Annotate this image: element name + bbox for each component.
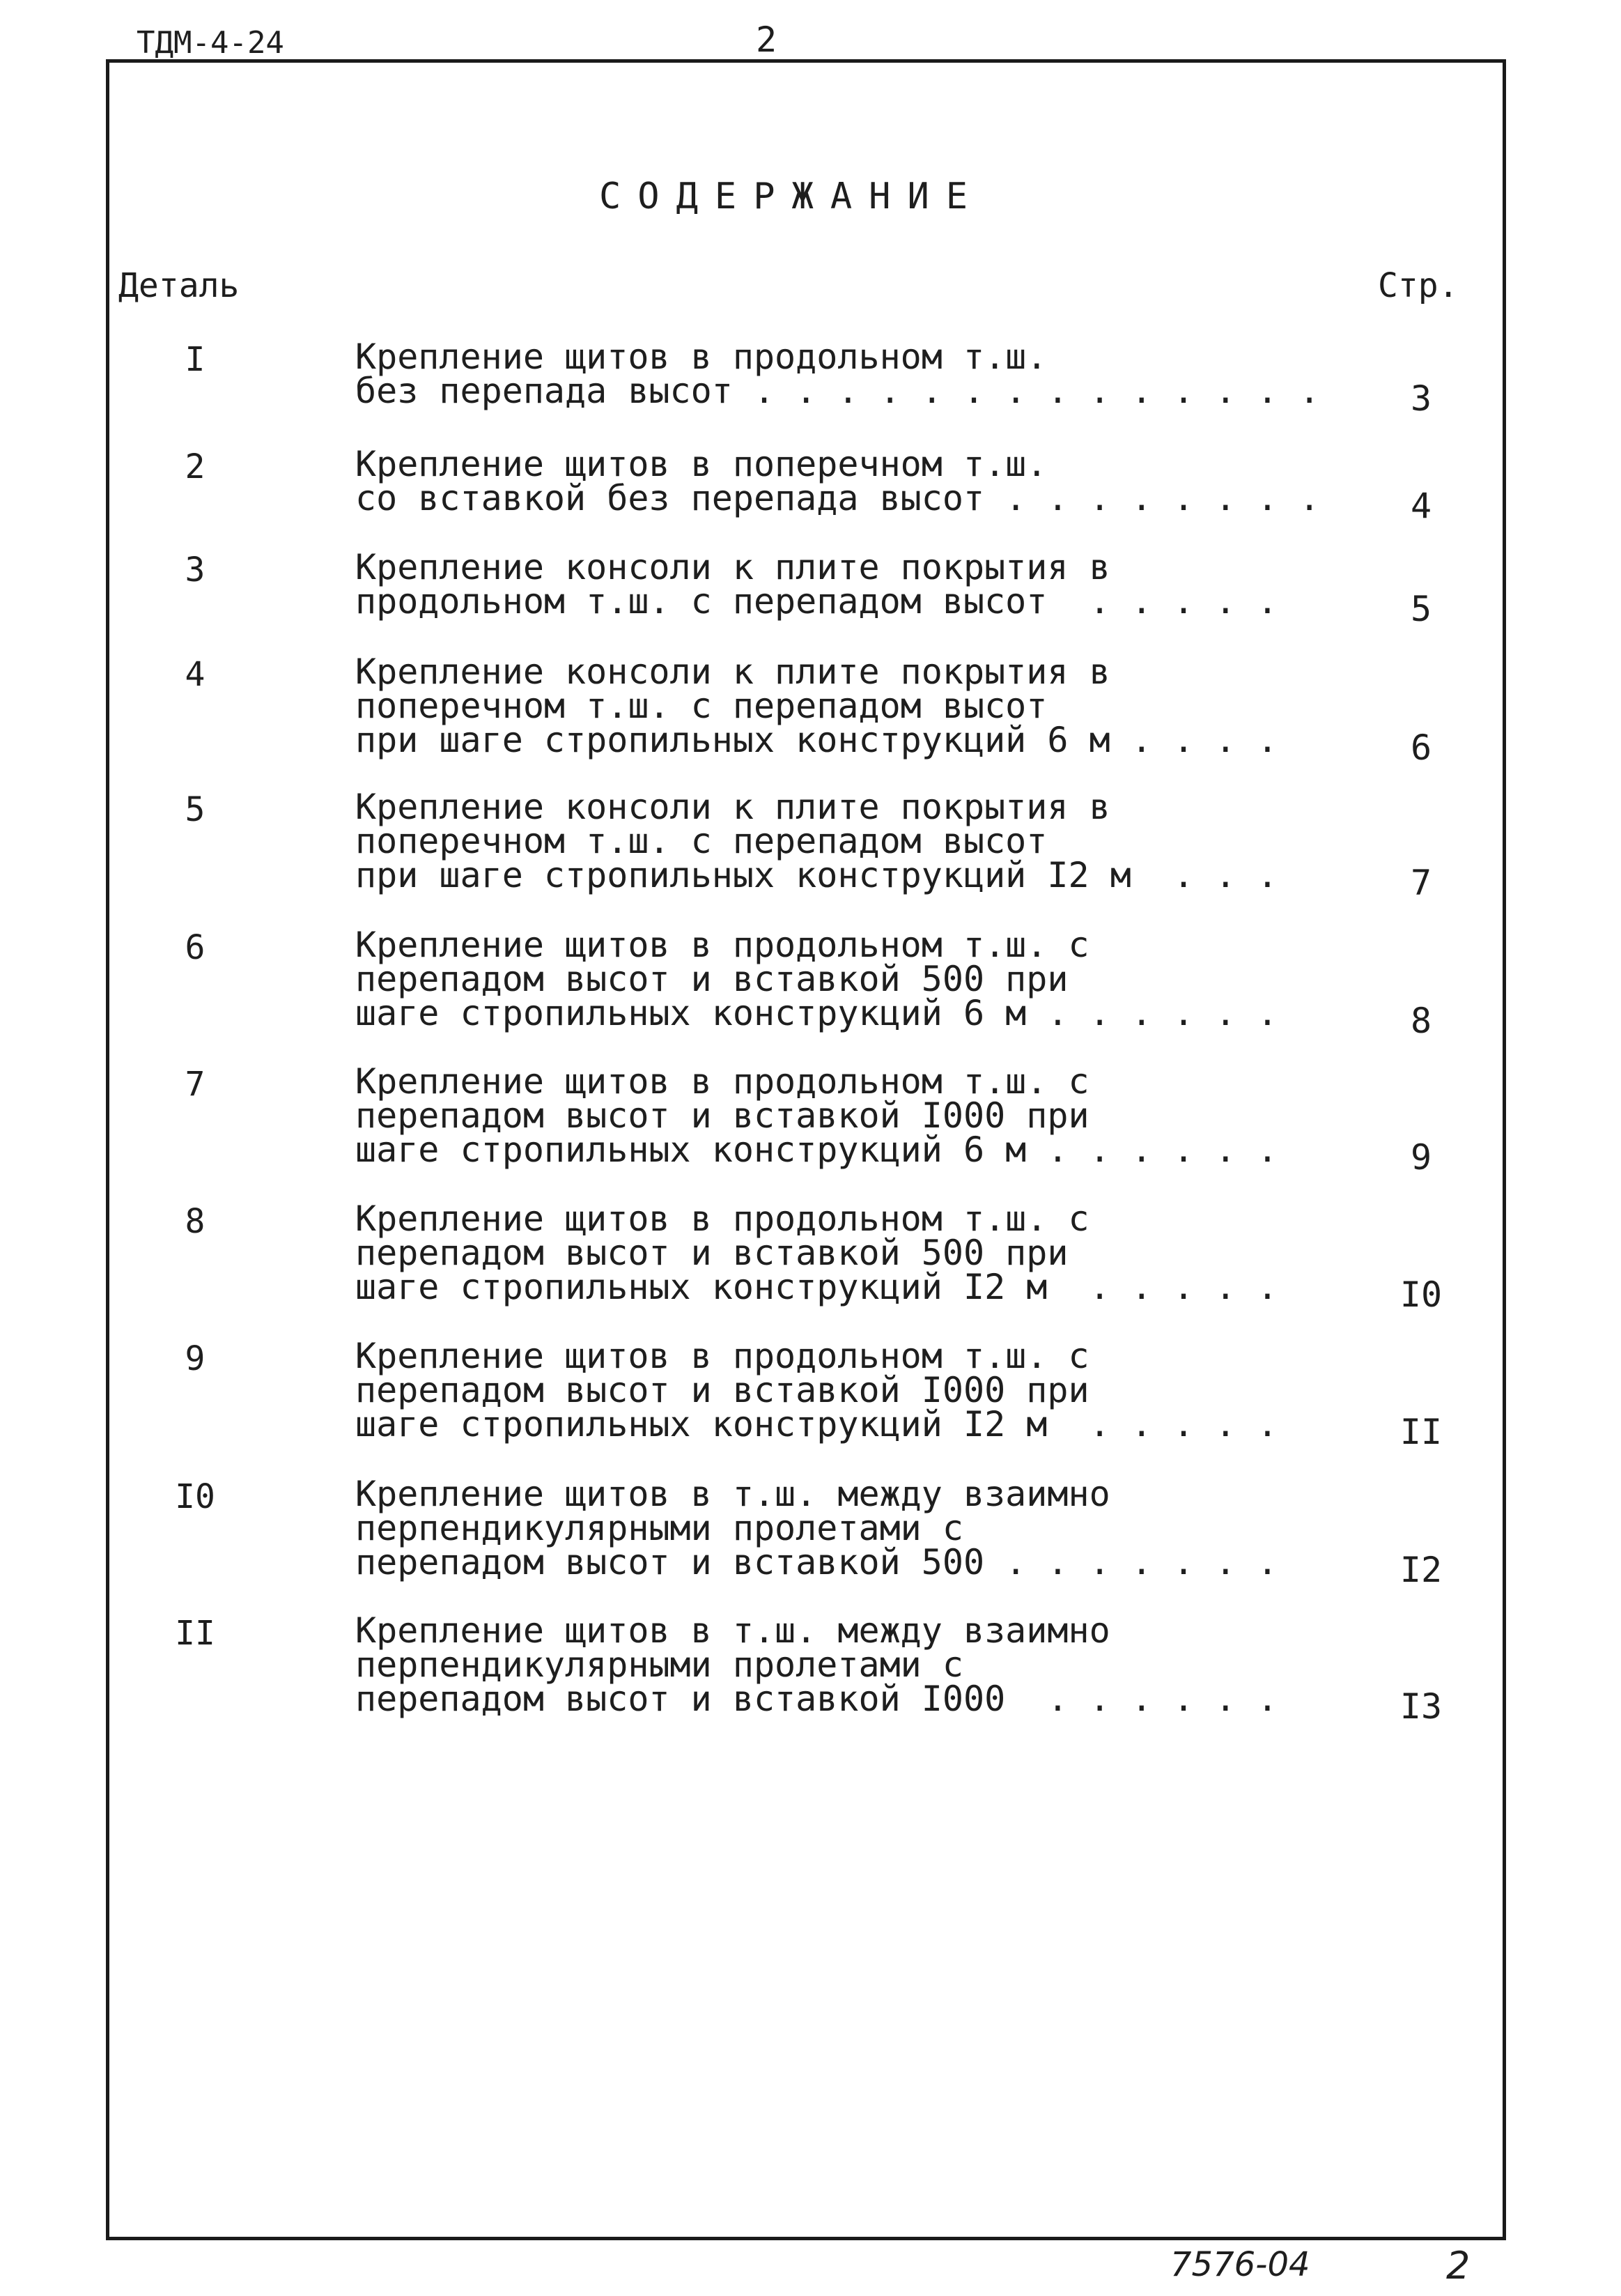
page-number-top: 2 bbox=[756, 20, 777, 60]
entry-page-number: I2 bbox=[1399, 1550, 1443, 1590]
entry-description-line: Крепление щитов в продольном т.ш. bbox=[355, 337, 1048, 377]
entry-description-line: Крепление щитов в продольном т.ш. с bbox=[355, 1061, 1089, 1102]
entry-description-line: Крепление щитов в поперечном т.ш. bbox=[355, 444, 1048, 484]
entry-description-line: перепадом высот и вставкой I000 при bbox=[355, 1370, 1089, 1410]
entry-description bbox=[355, 1061, 1278, 1170]
entry-detail-number: 7 bbox=[185, 1065, 205, 1104]
entry-detail-number: II bbox=[175, 1614, 215, 1653]
entry-description-line: шаге стропильных конструкций 6 м . . . . . . bbox=[355, 1130, 1278, 1170]
entry-page-number: I3 bbox=[1399, 1686, 1443, 1727]
entry-detail-number: I bbox=[185, 340, 205, 379]
entry-description-line: при шаге стропильных конструкций 6 м . . . . bbox=[355, 720, 1278, 760]
entry-detail-number: 3 bbox=[185, 550, 205, 590]
entry-description-line: без перепада высот . . . . . . . . . . . . . . bbox=[355, 371, 1320, 411]
entry-description bbox=[355, 547, 1278, 622]
entry-detail-number: 2 bbox=[185, 447, 205, 486]
entry-description-line: перепадом высот и вставкой I000 . . . . . . bbox=[355, 1679, 1278, 1719]
entry-description-line: шаге стропильных конструкций 6 м . . . . . . bbox=[355, 993, 1278, 1033]
entry-description-line: при шаге стропильных конструкций I2 м . . . bbox=[355, 855, 1278, 895]
entry-description-line: Крепление щитов в т.ш. между взаимно bbox=[355, 1474, 1110, 1514]
entry-description-line: Крепление щитов в продольном т.ш. с bbox=[355, 1336, 1089, 1376]
entry-description bbox=[355, 444, 1320, 518]
entry-description-line: Крепление консоли к плите покрытия в bbox=[355, 652, 1110, 692]
entry-description bbox=[355, 1474, 1278, 1582]
contents-title: СОДЕРЖАНИЕ bbox=[599, 176, 985, 217]
entry-description-line: перпендикулярными пролетами с bbox=[355, 1508, 963, 1548]
entry-description bbox=[355, 1199, 1278, 1307]
entry-description-line: Крепление щитов в продольном т.ш. с bbox=[355, 925, 1089, 965]
entry-page-number: 4 bbox=[1410, 486, 1432, 526]
entry-description-line: Крепление консоли к плите покрытия в bbox=[355, 787, 1110, 827]
entry-description-line: Крепление щитов в продольном т.ш. с bbox=[355, 1199, 1089, 1239]
entry-detail-number: I0 bbox=[175, 1477, 215, 1516]
document-code: ТДМ-4-24 bbox=[137, 25, 284, 61]
entry-description-line: шаге стропильных конструкций I2 м . . . . . bbox=[355, 1404, 1278, 1444]
entry-detail-number: 6 bbox=[185, 928, 205, 967]
entry-description bbox=[355, 1610, 1278, 1719]
entry-page-number: 5 bbox=[1410, 589, 1432, 629]
column-header-page: Стр. bbox=[1378, 266, 1459, 305]
entry-description-line: поперечном т.ш. с перепадом высот bbox=[355, 686, 1048, 726]
entry-page-number: 7 bbox=[1410, 863, 1432, 903]
entry-description-line: перепадом высот и вставкой 500 при bbox=[355, 1233, 1069, 1273]
sheet-number: 2 bbox=[1446, 2244, 1471, 2288]
entry-description bbox=[355, 787, 1278, 895]
entry-description-line: поперечном т.ш. с перепадом высот bbox=[355, 821, 1048, 861]
entry-page-number: 6 bbox=[1410, 727, 1432, 768]
entry-description bbox=[355, 925, 1278, 1033]
entry-description-line: перепадом высот и вставкой I000 при bbox=[355, 1095, 1089, 1136]
entry-description-line: перепадом высот и вставкой 500 при bbox=[355, 959, 1069, 999]
entry-detail-number: 9 bbox=[185, 1339, 205, 1378]
entry-description-line: перпендикулярными пролетами с bbox=[355, 1644, 963, 1685]
entry-page-number: 3 bbox=[1410, 378, 1432, 419]
entry-detail-number: 8 bbox=[185, 1202, 205, 1241]
entry-description-line: со вставкой без перепада высот . . . . . . . . bbox=[355, 478, 1320, 518]
sheet-code: 7576-04 bbox=[1170, 2245, 1310, 2284]
entry-description bbox=[355, 337, 1320, 411]
entry-description-line: Крепление консоли к плите покрытия в bbox=[355, 547, 1110, 587]
entry-detail-number: 4 bbox=[185, 655, 205, 694]
entry-description-line: шаге стропильных конструкций I2 м . . . . . bbox=[355, 1267, 1278, 1307]
entry-description-line: перепадом высот и вставкой 500 . . . . . . . bbox=[355, 1542, 1278, 1582]
entry-page-number: 9 bbox=[1410, 1137, 1432, 1178]
entry-page-number: 8 bbox=[1410, 1001, 1432, 1041]
entry-description-line: продольном т.ш. с перепадом высот . . . . . bbox=[355, 581, 1278, 622]
entry-page-number: I0 bbox=[1399, 1274, 1443, 1315]
entry-description bbox=[355, 1336, 1278, 1444]
column-header-detail: Деталь bbox=[118, 266, 240, 305]
entry-description-line: Крепление щитов в т.ш. между взаимно bbox=[355, 1610, 1110, 1651]
entry-page-number: II bbox=[1399, 1412, 1443, 1452]
entry-description bbox=[355, 652, 1278, 760]
entry-detail-number: 5 bbox=[185, 790, 205, 829]
